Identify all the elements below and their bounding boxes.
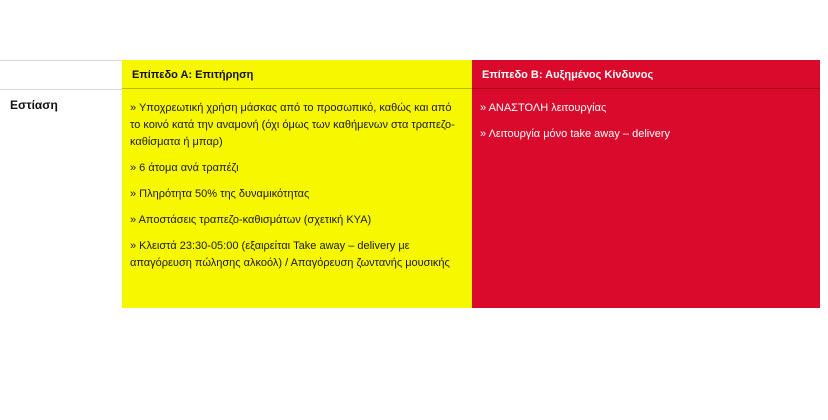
header-divider-line <box>0 60 122 61</box>
level-b-column <box>472 60 820 308</box>
level-b-bullet-suspension: » ΑΝΑΣΤΟΛΗ λειτουργίας <box>480 102 607 114</box>
level-b-header: Επίπεδο Β: Αυξημένος Κίνδυνος <box>472 60 820 89</box>
level-a-bullet-persons-per-table: » 6 άτομα ανά τραπέζι <box>130 162 239 174</box>
level-b-bullet-takeaway-only: » Λειτουργία μόνο take away – delivery <box>480 128 670 140</box>
row-label-estiasi: Εστίαση <box>10 98 58 112</box>
level-a-header: Επίπεδο Α: Επιτήρηση <box>122 60 472 89</box>
level-a-bullet-capacity: » Πληρότητα 50% της δυναμικότητας <box>130 188 310 200</box>
level-a-bullet-list <box>130 100 464 281</box>
row-divider-line <box>0 89 122 90</box>
level-a-bullet-mask: » Υποχρεωτική χρήση μάσκας από το προσωπικό, καθώς και από το κοινό κατά την αναμονή (όχι όμως των καθήμενων στα τραπεζο-καθίσματα ή μπαρ) <box>130 102 455 148</box>
level-b-bullet-list <box>480 100 812 152</box>
level-a-bullet-distances: » Αποστάσεις τραπεζο-καθισμάτων (σχετική ΚΥΑ) <box>130 214 372 226</box>
level-a-bullet-closing-hours: » Κλειστά 23:30-05:00 (εξαιρείται Take away – delivery με απαγόρευση πώλησης αλκοόλ) / Απαγόρευση ζωντανής μουσικής <box>130 240 450 269</box>
level-a-column <box>122 60 472 308</box>
